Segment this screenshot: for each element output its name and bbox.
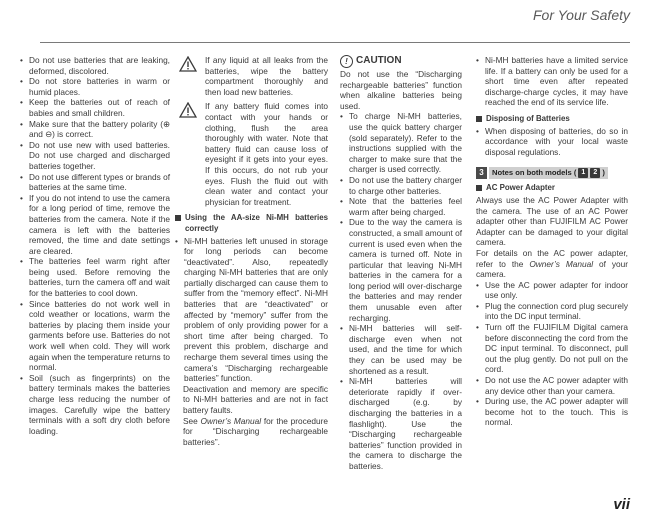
manual-reference: Owner’s Manual bbox=[529, 258, 594, 269]
header-rule bbox=[40, 42, 630, 43]
warning-block bbox=[175, 101, 328, 207]
caution-intro: Do not use the “Discharging rechargeable batteries” function when alkaline batteries being used. bbox=[340, 69, 462, 111]
list-item: • Do not store batteries in warm or humid places. bbox=[20, 76, 170, 97]
list-item: • Use the AC power adapter for indoor use only. bbox=[476, 280, 628, 301]
list-item: • If you do not intend to use the camera for a long period of time, remove the batteries from the camera. Note if the camera is left with the batteries removed, the time and date settings are cleared. bbox=[20, 193, 170, 257]
service-life-list bbox=[476, 55, 628, 108]
paragraph: Always use the AC Power Adapter with the camera. The use of an AC Power adapter other than FUJIFILM AC Power Adapter can be damaged to your digital camera. bbox=[476, 194, 628, 248]
list-item: • Ni-MH batteries left unused in storage for long periods can become “deactivated”. Also, repeatedly charging Ni-MH batteries that are only partially discharged can cause them to suffer from the “memory effect”. Ni-MH batteries that are “deactivated” or affected by “memory” suffer from the problem of only providing power for a short time after being charged. To prevent this problem, discharge and recharge them several times using the camera’s “Discharging rechargeable batteries” function. bbox=[175, 236, 328, 384]
list-item: • Soil (such as fingerprints) on the battery terminals makes the batteries charge less reducing the number of images. Carefully wipe the battery terminals with a soft dry cloth before loading. bbox=[20, 373, 170, 437]
paragraph bbox=[175, 416, 328, 448]
list-item: • Due to the way the camera is constructed, a small amount of current is used even when the camera is turned off. Note in particular that leaving Ni-MH batteries in the camera for a long period will over-discharge the batteries and may render them unusable even after recharging. bbox=[340, 217, 462, 323]
list-item: • To charge Ni-MH batteries, use the quick battery charger (sold separately). Refer to the instructions supplied with the charger to make sure that the charger is used correctly. bbox=[340, 111, 462, 175]
section-title: Using the AA-size Ni-MH batteries correctly bbox=[185, 213, 328, 233]
text-span: for the procedure for “Discharging rechargeable batteries”. bbox=[183, 415, 328, 447]
list-item: • Ni-MH batteries have a limited service life. If a battery can only be used for a short time even after repeated discharge-charge cycles, it may have reached the end of its service life. bbox=[476, 55, 628, 108]
running-title: For Your Safety bbox=[532, 7, 630, 23]
list-item: • Ni-MH batteries will deteriorate rapidly if over-discharged (e.g. by discharging the batteries in a flashlight). Use the “Discharging rechargeable batteries” function provided in the camera to discharge the batteries. bbox=[340, 376, 462, 471]
warning-triangle-icon bbox=[179, 102, 197, 118]
warning-text-2: If any battery fluid comes into contact with your hands or clothing, flush the area thoroughly with water. Note that battery fluid can cause loss of eyesight if it gets into your eyes. If this occurs, do not rub your eyes. Flush the fluid out with clean water and contact your physician for treatment. bbox=[205, 101, 328, 207]
list-item: • During use, the AC power adapter will become hot to the touch. This is normal. bbox=[476, 396, 628, 428]
notes-label bbox=[489, 167, 608, 179]
warning-block bbox=[175, 55, 328, 97]
list-item: • Do not use batteries that are leaking, deformed, discolored. bbox=[20, 55, 170, 76]
caution-icon: ! bbox=[340, 55, 353, 68]
model-1-icon: 1 bbox=[578, 168, 588, 178]
list-item: • When disposing of batteries, do so in accordance with your local waste disposal regulations. bbox=[476, 126, 628, 158]
caution-title: CAUTION bbox=[356, 55, 402, 67]
section-heading bbox=[476, 114, 628, 125]
nimh-list bbox=[175, 236, 328, 384]
list-item: • Do not use the AC power adapter with any device other than your camera. bbox=[476, 375, 628, 396]
warning-triangle-icon bbox=[179, 56, 197, 72]
battery-warnings-list bbox=[20, 55, 170, 436]
list-item: • Keep the batteries out of reach of babies and small children. bbox=[20, 97, 170, 118]
warning-text-1: If any liquid at all leaks from the batteries, wipe the battery compartment thoroughly and then load new batteries. bbox=[205, 55, 328, 97]
list-item: • Turn off the FUJIFILM Digital camera before disconnecting the cord from the DC input terminal. To disconnect, pull out the plug gently. Do not pull on the cord. bbox=[476, 322, 628, 375]
list-item: • Note that the batteries feel warm after being charged. bbox=[340, 196, 462, 217]
caution-list bbox=[340, 111, 462, 471]
list-item: • The batteries feel warm right after being used. Before removing the batteries, turn the camera off and wait for the batteries to cool down. bbox=[20, 256, 170, 298]
list-item: • Make sure that the battery polarity (⊕ and ⊖) is correct. bbox=[20, 119, 170, 140]
square-bullet-icon bbox=[175, 215, 181, 221]
ac-adapter-list bbox=[476, 280, 628, 428]
page-number: vii bbox=[613, 496, 630, 514]
section-title: AC Power Adapter bbox=[486, 183, 555, 193]
list-item: • Do not use new with used batteries. Do not use charged and discharged batteries together. bbox=[20, 140, 170, 172]
list-item: • Ni-MH batteries will self-discharge even when not used, and the time for which they can be used may be shortened as a result. bbox=[340, 323, 462, 376]
list-item: • Since batteries do not work well in cold weather or locations, warm the batteries by placing them inside your garments before use. Batteries do not work well when cold. They will work again when the temperature returns to normal. bbox=[20, 299, 170, 373]
list-item: • Plug the connection cord plug securely into the DC input terminal. bbox=[476, 301, 628, 322]
text-span: of your camera. bbox=[476, 258, 628, 280]
notes-number: 3 bbox=[476, 167, 487, 179]
list-item: • Do not use different types or brands of batteries at the same time. bbox=[20, 172, 170, 193]
list-item: • Do not use the battery charger to charge other batteries. bbox=[340, 175, 462, 196]
disposal-list bbox=[476, 126, 628, 158]
square-bullet-icon bbox=[476, 116, 482, 122]
column-4 bbox=[476, 55, 628, 428]
text-span: For details on the AC power adapter, refer to the bbox=[476, 247, 628, 269]
section-title: Disposing of Batteries bbox=[486, 113, 570, 123]
notes-header bbox=[476, 167, 628, 179]
text-span: See bbox=[183, 415, 201, 426]
section-heading bbox=[175, 213, 328, 234]
column-3 bbox=[340, 55, 462, 472]
column-1 bbox=[20, 55, 170, 436]
model-2-icon: 2 bbox=[590, 168, 600, 178]
caution-heading bbox=[340, 55, 462, 68]
paragraph: Deactivation and memory are specific to Ni-MH batteries and are not in fact battery faults. bbox=[183, 383, 328, 415]
notes-label-text: Notes on both models ( bbox=[492, 168, 577, 178]
manual-reference: Owner’s Manual bbox=[200, 415, 262, 426]
section-heading bbox=[476, 183, 628, 194]
column-2 bbox=[175, 55, 328, 447]
notes-label-close: ) bbox=[602, 168, 605, 178]
paragraph bbox=[476, 248, 628, 280]
square-bullet-icon bbox=[476, 185, 482, 191]
